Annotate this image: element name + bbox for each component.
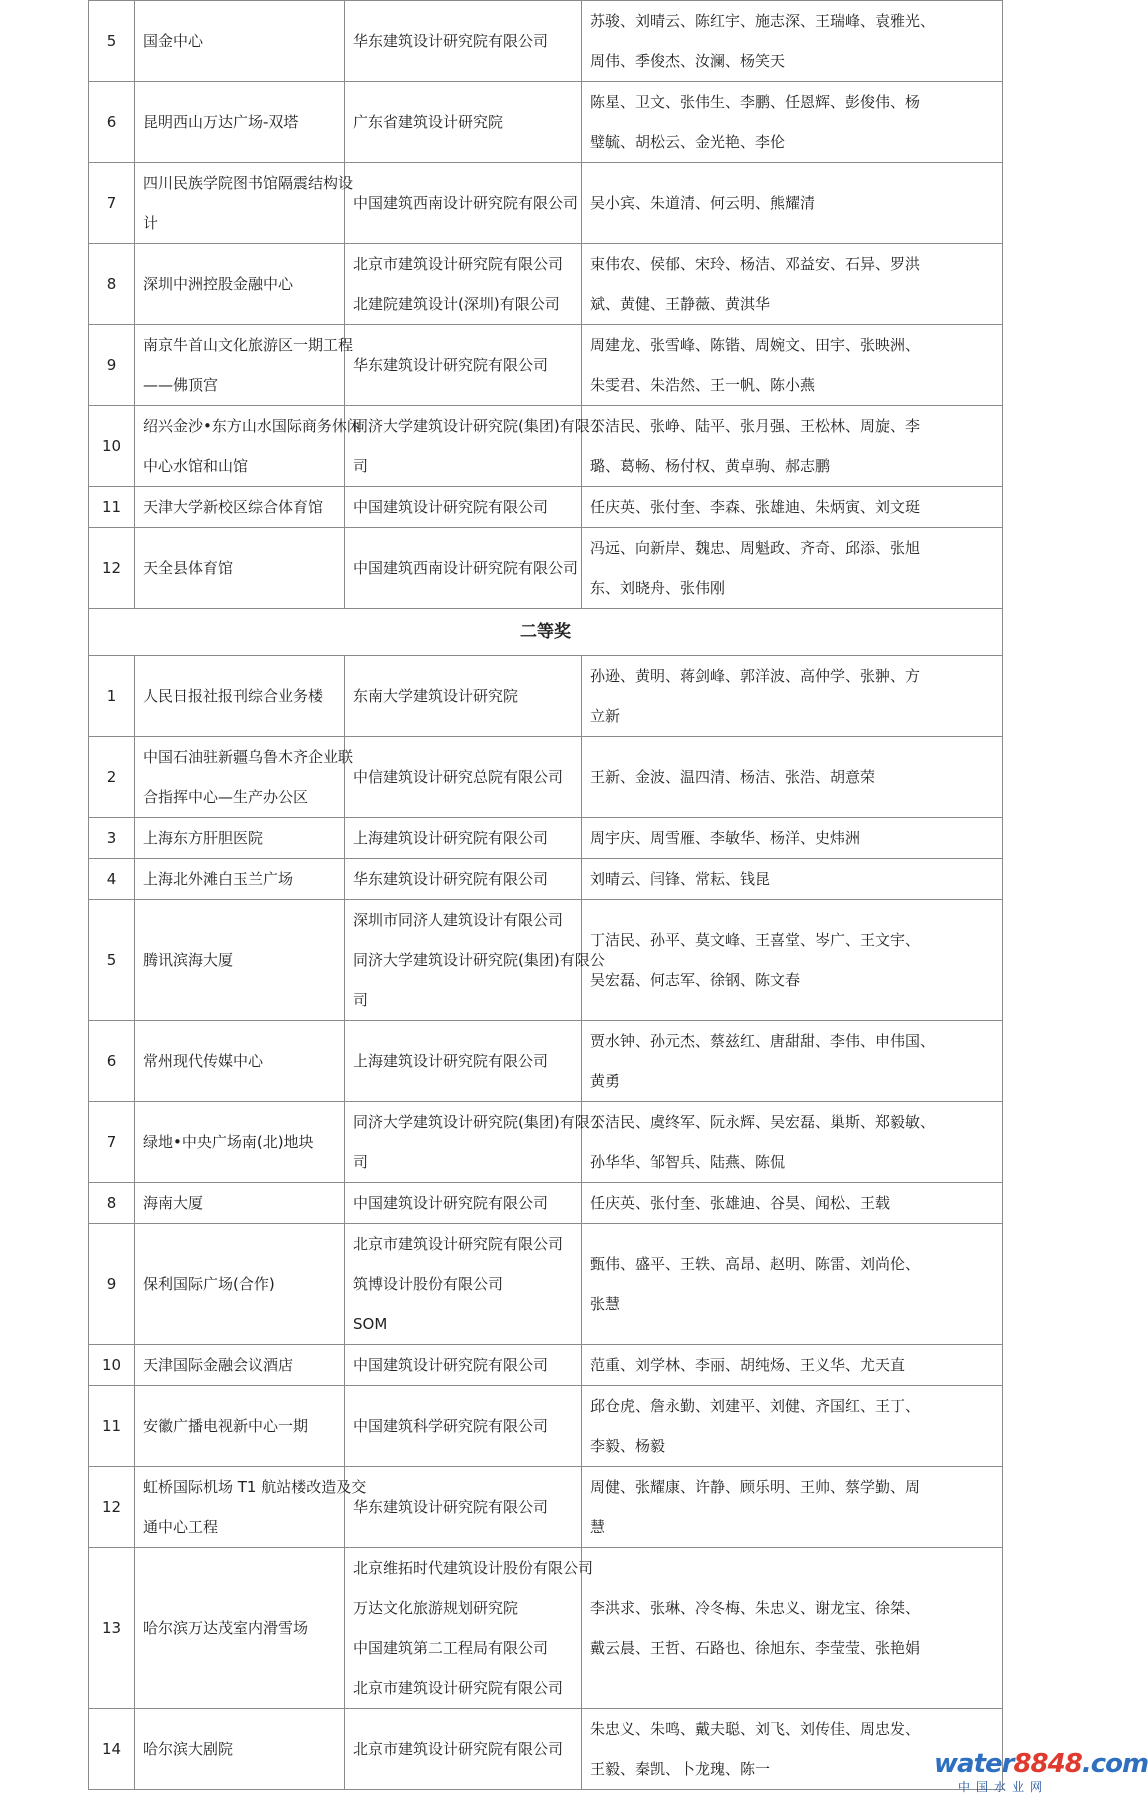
team-members-line: 王毅、秦凯、卜龙瑰、陈一 xyxy=(590,1760,771,1778)
project-name-cell xyxy=(135,1021,345,1102)
organization-cell xyxy=(345,1224,582,1345)
team-members-cell xyxy=(582,487,1003,528)
row-number: 9 xyxy=(89,1224,135,1345)
team-members-line: 范重、刘学林、李丽、胡纯炀、王义华、尤天直 xyxy=(590,1356,906,1374)
organization-line: 广东省建筑设计研究院 xyxy=(353,113,504,131)
team-members-cell xyxy=(582,656,1003,737)
team-members-line: 吴小宾、朱道清、何云明、熊耀清 xyxy=(590,194,816,212)
team-members-line: 甄伟、盛平、王轶、高昂、赵明、陈雷、刘尚伦、 xyxy=(590,1255,921,1273)
project-name-cell xyxy=(135,1,345,82)
organization-line: 司 xyxy=(353,991,369,1009)
team-members-line: 李毅、杨毅 xyxy=(590,1437,666,1455)
team-members-cell xyxy=(582,244,1003,325)
organization-line: 中国建筑科学研究院有限公司 xyxy=(353,1417,549,1435)
project-name-line: 海南大厦 xyxy=(143,1194,204,1212)
team-members-line: 丁洁民、孙平、莫文峰、王喜堂、岑广、王文宇、 xyxy=(590,931,921,949)
row-number: 7 xyxy=(89,1102,135,1183)
project-name-cell xyxy=(135,1183,345,1224)
organization-cell xyxy=(345,325,582,406)
project-name-line: 上海北外滩白玉兰广场 xyxy=(143,870,294,888)
organization-line: 司 xyxy=(353,1153,369,1171)
project-name-line: 中国石油驻新疆乌鲁木齐企业联 xyxy=(143,748,354,766)
project-name-cell xyxy=(135,818,345,859)
team-members-line: 周伟、季俊杰、汝澜、杨笑天 xyxy=(590,52,786,70)
project-name-line: 哈尔滨万达茂室内滑雪场 xyxy=(143,1619,309,1637)
team-members-line: 张慧 xyxy=(590,1295,621,1313)
organization-cell xyxy=(345,1467,582,1548)
team-members-cell xyxy=(582,737,1003,818)
project-name-cell xyxy=(135,1345,345,1386)
project-name-cell xyxy=(135,163,354,244)
team-members-cell xyxy=(582,1,1003,82)
project-name-cell xyxy=(135,1224,345,1345)
team-members-line: 任庆英、张付奎、张雄迪、谷昊、闻松、王载 xyxy=(590,1194,891,1212)
organization-line: 中国建筑西南设计研究院有限公司 xyxy=(353,194,579,212)
team-members-line: 束伟农、侯郁、宋玲、杨洁、邓益安、石异、罗洪 xyxy=(590,255,921,273)
team-members-line: 贾水钟、孙元杰、蔡兹红、唐甜甜、李伟、申伟国、 xyxy=(590,1032,936,1050)
awards-table xyxy=(88,0,1003,1790)
project-name-cell xyxy=(135,1386,345,1467)
row-number: 5 xyxy=(89,900,135,1021)
row-number: 6 xyxy=(89,1021,135,1102)
project-name-cell xyxy=(135,487,345,528)
row-number: 7 xyxy=(89,163,135,244)
team-members-cell xyxy=(582,1467,1003,1548)
organization-line: 万达文化旅游规划研究院 xyxy=(353,1599,519,1617)
project-name-line: 合指挥中心—生产办公区 xyxy=(143,788,309,806)
team-members-line: 朱雯君、朱浩然、王一帆、陈小燕 xyxy=(590,376,816,394)
table-row xyxy=(89,163,1003,244)
section-row xyxy=(89,609,1003,656)
watermark-logo xyxy=(934,1749,1148,1801)
row-number: 13 xyxy=(89,1548,135,1709)
table-row xyxy=(89,82,1003,163)
table-row xyxy=(89,818,1003,859)
table-row xyxy=(89,1021,1003,1102)
project-name-line: 天津国际金融会议酒店 xyxy=(143,1356,294,1374)
row-number: 2 xyxy=(89,737,135,818)
table-row xyxy=(89,325,1003,406)
team-members-line: 东、刘晓舟、张伟刚 xyxy=(590,579,726,597)
team-members-line: 苏骏、刘晴云、陈红宇、施志深、王瑞峰、袁雅光、 xyxy=(590,12,936,30)
row-number: 10 xyxy=(89,1345,135,1386)
organization-line: 华东建筑设计研究院有限公司 xyxy=(353,1498,549,1516)
row-number: 4 xyxy=(89,859,135,900)
organization-line: 北建院建筑设计(深圳)有限公司 xyxy=(353,295,560,313)
team-members-line: 戴云晨、王哲、石路也、徐旭东、李莹莹、张艳娟 xyxy=(590,1639,921,1657)
organization-line: 北京维拓时代建筑设计股份有限公司 xyxy=(353,1559,594,1577)
organization-line: 北京市建筑设计研究院有限公司 xyxy=(353,1740,564,1758)
project-name-line: 天津大学新校区综合体育馆 xyxy=(143,498,324,516)
team-members-cell xyxy=(582,1183,1003,1224)
project-name-line: 中心水馆和山馆 xyxy=(143,457,249,475)
organization-line: 上海建筑设计研究院有限公司 xyxy=(353,1052,549,1070)
project-name-cell xyxy=(135,528,345,609)
team-members-line: 朱忠义、朱鸣、戴夫聪、刘飞、刘传佳、周忠发、 xyxy=(590,1720,921,1738)
team-members-line: 吴宏磊、何志军、徐钢、陈文春 xyxy=(590,971,801,989)
organization-line: 中国建筑西南设计研究院有限公司 xyxy=(353,559,579,577)
organization-cell xyxy=(345,1102,605,1183)
section-title: 二等奖 xyxy=(89,609,1003,656)
table-row xyxy=(89,737,1003,818)
team-members-line: 任庆英、张付奎、李森、张雄迪、朱炳寅、刘文珽 xyxy=(590,498,921,516)
table-row xyxy=(89,1183,1003,1224)
team-members-cell xyxy=(582,1345,1003,1386)
team-members-line: 周健、张耀康、许静、顾乐明、王帅、蔡学勤、周 xyxy=(590,1478,921,1496)
organization-cell xyxy=(345,656,582,737)
organization-line: 上海建筑设计研究院有限公司 xyxy=(353,829,549,847)
project-name-line: 计 xyxy=(143,214,159,232)
organization-line: 北京市建筑设计研究院有限公司 xyxy=(353,255,564,273)
organization-cell xyxy=(345,1021,582,1102)
row-number: 14 xyxy=(89,1709,135,1790)
table-row xyxy=(89,406,1003,487)
table-row xyxy=(89,859,1003,900)
team-members-cell xyxy=(582,1102,1003,1183)
team-members-line: 刘晴云、闫锋、常耘、钱昆 xyxy=(590,870,771,888)
table-row xyxy=(89,1224,1003,1345)
row-number: 11 xyxy=(89,1386,135,1467)
project-name-line: 上海东方肝胆医院 xyxy=(143,829,264,847)
table-row xyxy=(89,1102,1003,1183)
organization-line: 同济大学建筑设计研究院(集团)有限公 xyxy=(353,951,605,969)
project-name-line: 腾讯滨海大厦 xyxy=(143,951,234,969)
team-members-line: 冯远、向新岸、魏忠、周魁政、齐奇、邱添、张旭 xyxy=(590,539,921,557)
organization-line: 中国建筑设计研究院有限公司 xyxy=(353,498,549,516)
row-number: 9 xyxy=(89,325,135,406)
row-number: 3 xyxy=(89,818,135,859)
organization-line: 华东建筑设计研究院有限公司 xyxy=(353,356,549,374)
team-members-cell xyxy=(582,82,1003,163)
row-number: 12 xyxy=(89,1467,135,1548)
team-members-cell xyxy=(582,900,1003,1021)
row-number: 6 xyxy=(89,82,135,163)
project-name-line: 绿地•中央广场南(北)地块 xyxy=(143,1133,314,1151)
organization-line: 中国建筑设计研究院有限公司 xyxy=(353,1194,549,1212)
organization-line: 东南大学建筑设计研究院 xyxy=(353,687,519,705)
project-name-line: 人民日报社报刊综合业务楼 xyxy=(143,687,324,705)
organization-cell xyxy=(345,1345,582,1386)
team-members-cell xyxy=(582,818,1003,859)
project-name-cell xyxy=(135,244,345,325)
team-members-line: 慧 xyxy=(590,1518,606,1536)
team-members-line: 王新、金波、温四清、杨洁、张浩、胡意荣 xyxy=(590,768,876,786)
project-name-line: 安徽广播电视新中心一期 xyxy=(143,1417,309,1435)
organization-cell xyxy=(345,487,582,528)
watermark-word-8848: 8848 xyxy=(1013,1749,1082,1779)
project-name-cell xyxy=(135,406,362,487)
project-name-line: 虹桥国际机场 T1 航站楼改造及交 xyxy=(143,1478,367,1496)
team-members-line: 立新 xyxy=(590,707,621,725)
organization-line: 司 xyxy=(353,457,369,475)
project-name-line: 常州现代传媒中心 xyxy=(143,1052,264,1070)
organization-line: 中信建筑设计研究总院有限公司 xyxy=(353,768,564,786)
row-number: 8 xyxy=(89,1183,135,1224)
organization-cell xyxy=(345,1,582,82)
team-members-line: 孙华华、邹智兵、陆燕、陈侃 xyxy=(590,1153,786,1171)
organization-cell xyxy=(345,818,582,859)
project-name-line: 绍兴金沙•东方山水国际商务休闲 xyxy=(143,417,362,435)
team-members-line: 陈星、卫文、张伟生、李鹏、任恩辉、彭俊伟、杨 xyxy=(590,93,921,111)
organization-line: 华东建筑设计研究院有限公司 xyxy=(353,870,549,888)
table-row xyxy=(89,528,1003,609)
table-row xyxy=(89,1386,1003,1467)
team-members-cell xyxy=(582,859,1003,900)
project-name-line: 四川民族学院图书馆隔震结构设 xyxy=(143,174,354,192)
organization-cell xyxy=(345,1183,582,1224)
project-name-cell xyxy=(135,1102,345,1183)
watermark-wordmark xyxy=(934,1749,1148,1779)
team-members-cell xyxy=(582,1224,1003,1345)
project-name-line: 天全县体育馆 xyxy=(143,559,234,577)
team-members-line: 李洪求、张琳、冷冬梅、朱忠义、谢龙宝、徐桀、 xyxy=(590,1599,921,1617)
team-members-line: 孙逊、黄明、蒋剑峰、郭洋波、高仲学、张翀、方 xyxy=(590,667,921,685)
project-name-line: 深圳中洲控股金融中心 xyxy=(143,275,294,293)
project-name-cell xyxy=(135,737,354,818)
project-name-line: 保利国际广场(合作) xyxy=(143,1275,275,1293)
team-members-line: 周宇庆、周雪雁、李敏华、杨洋、史炜洲 xyxy=(590,829,861,847)
project-name-cell xyxy=(135,1467,367,1548)
team-members-line: 斌、黄健、王静薇、黄淇华 xyxy=(590,295,771,313)
team-members-line: 璐、葛畅、杨付权、黄卓驹、郝志鹏 xyxy=(590,457,831,475)
project-name-cell xyxy=(135,859,345,900)
team-members-cell xyxy=(582,325,1003,406)
organization-line: 深圳市同济人建筑设计有限公司 xyxy=(353,911,564,929)
team-members-line: 周建龙、张雪峰、陈锴、周婉文、田宇、张映洲、 xyxy=(590,336,921,354)
table-row xyxy=(89,244,1003,325)
organization-line: 北京市建筑设计研究院有限公司 xyxy=(353,1235,564,1253)
row-number: 5 xyxy=(89,1,135,82)
project-name-line: ——佛顶宫 xyxy=(143,376,219,394)
row-number: 1 xyxy=(89,656,135,737)
organization-cell xyxy=(345,244,582,325)
organization-cell xyxy=(345,406,605,487)
team-members-cell xyxy=(582,1386,1003,1467)
team-members-line: 丁洁民、虞终军、阮永辉、吴宏磊、巢斯、郑毅敏、 xyxy=(590,1113,936,1131)
team-members-cell xyxy=(582,406,1003,487)
project-name-cell xyxy=(135,1548,345,1709)
organization-cell xyxy=(345,163,582,244)
team-members-cell xyxy=(582,1548,1003,1709)
team-members-line: 邱仓虎、詹永勤、刘建平、刘健、齐国红、王丁、 xyxy=(590,1397,921,1415)
team-members-line: 黄勇 xyxy=(590,1072,621,1090)
table-row xyxy=(89,900,1003,1021)
table-row xyxy=(89,1709,1003,1790)
watermark-subtitle: 中国水业网 xyxy=(957,1780,1048,1794)
watermark-word-domain: .com xyxy=(1081,1749,1148,1779)
table-row xyxy=(89,487,1003,528)
team-members-line: 璧毓、胡松云、金光艳、李伦 xyxy=(590,133,786,151)
table-row xyxy=(89,1467,1003,1548)
project-name-cell xyxy=(135,325,354,406)
project-name-line: 通中心工程 xyxy=(143,1518,219,1536)
table-row xyxy=(89,1548,1003,1709)
project-name-cell xyxy=(135,656,345,737)
organization-cell xyxy=(345,82,582,163)
organization-line: 筑博设计股份有限公司 xyxy=(353,1275,504,1293)
row-number: 11 xyxy=(89,487,135,528)
watermark-word-water: water xyxy=(934,1749,1014,1779)
organization-cell xyxy=(345,1386,582,1467)
organization-line: 北京市建筑设计研究院有限公司 xyxy=(353,1679,564,1697)
team-members-line: 丁洁民、张峥、陆平、张月强、王松林、周旋、李 xyxy=(590,417,921,435)
organization-line: SOM xyxy=(353,1315,388,1333)
project-name-line: 昆明西山万达广场-双塔 xyxy=(143,113,299,131)
project-name-line: 南京牛首山文化旅游区一期工程 xyxy=(143,336,354,354)
team-members-cell xyxy=(582,1021,1003,1102)
row-number: 12 xyxy=(89,528,135,609)
awards-sheet xyxy=(88,0,1002,1790)
organization-line: 中国建筑设计研究院有限公司 xyxy=(353,1356,549,1374)
organization-cell xyxy=(345,528,582,609)
row-number: 8 xyxy=(89,244,135,325)
project-name-line: 哈尔滨大剧院 xyxy=(143,1740,234,1758)
organization-line: 同济大学建筑设计研究院(集团)有限公 xyxy=(353,1113,605,1131)
organization-cell xyxy=(345,1709,582,1790)
organization-line: 华东建筑设计研究院有限公司 xyxy=(353,32,549,50)
organization-cell xyxy=(345,859,582,900)
organization-line: 中国建筑第二工程局有限公司 xyxy=(353,1639,549,1657)
project-name-cell xyxy=(135,1709,345,1790)
team-members-cell xyxy=(582,163,1003,244)
team-members-cell xyxy=(582,528,1003,609)
table-row xyxy=(89,1345,1003,1386)
organization-cell xyxy=(345,1548,594,1709)
table-row xyxy=(89,1,1003,82)
organization-cell xyxy=(345,737,582,818)
row-number: 10 xyxy=(89,406,135,487)
project-name-cell xyxy=(135,82,345,163)
table-row xyxy=(89,656,1003,737)
organization-cell xyxy=(345,900,605,1021)
organization-line: 同济大学建筑设计研究院(集团)有限公 xyxy=(353,417,605,435)
project-name-line: 国金中心 xyxy=(143,32,204,50)
project-name-cell xyxy=(135,900,345,1021)
